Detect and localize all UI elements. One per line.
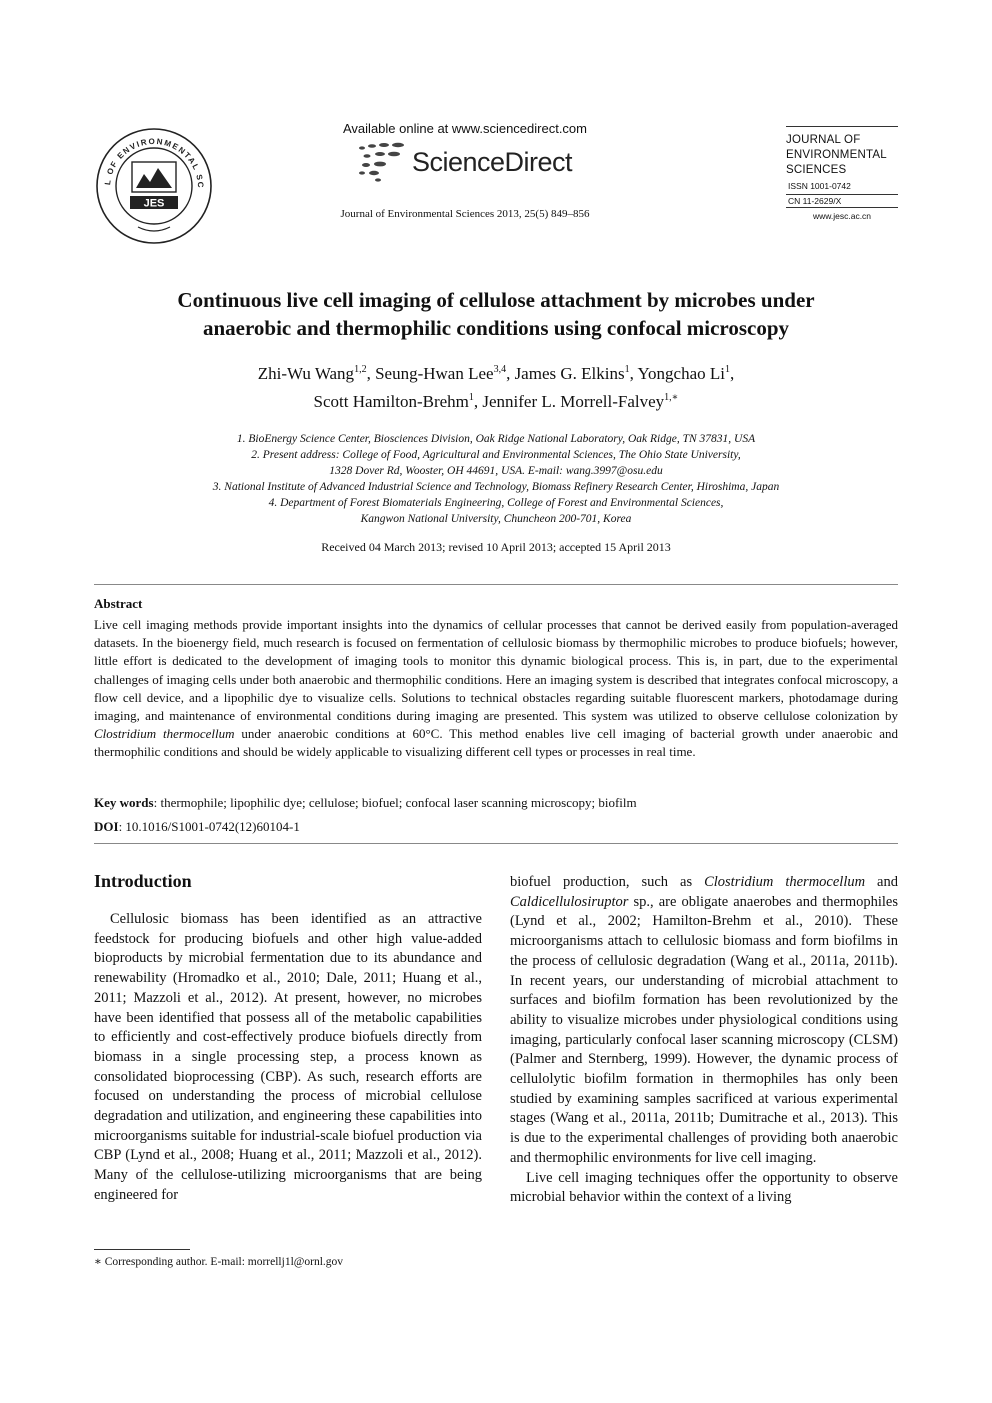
author-affil-sup: 1 <box>725 364 730 375</box>
footnote-rule <box>94 1249 190 1250</box>
available-online-text: Available online at www.sciencedirect.com <box>343 121 587 136</box>
text-run: biofuel production, such as <box>510 874 705 890</box>
journal-citation: Journal of Environmental Sciences 2013, 25(5) 849–856 <box>340 208 590 220</box>
affiliation-line: Kangwon National University, Chuncheon 200-701, Korea <box>360 513 632 525</box>
journal-name-line2: ENVIRONMENTAL <box>786 149 887 161</box>
text-run: and <box>865 874 898 890</box>
affiliations <box>96 431 896 527</box>
title-line-2: anaerobic and thermophilic conditions using confocal microscopy <box>202 316 790 340</box>
issn: ISSN 1001-0742 <box>788 181 851 191</box>
author-sep: , <box>629 364 638 383</box>
svg-text:JOURNAL OF ENVIRONMENTAL SCIEN <box>92 126 205 189</box>
abstract-heading: Abstract <box>94 596 143 611</box>
seal-ring-text: L OF ENVIRONMENTAL SC <box>103 136 206 190</box>
corresponding-author-footnote: ∗ Corresponding author. E-mail: morrellj1l@ornl.gov <box>94 1256 344 1268</box>
author-name: Jennifer L. Morrell-Falvey <box>482 392 665 411</box>
author-name: Seung-Hwan Lee <box>375 364 494 383</box>
keywords <box>94 795 898 811</box>
author-name: James G. Elkins <box>514 364 625 383</box>
intro-paragraph-1-cont <box>510 873 898 1169</box>
author-sep: , <box>473 392 483 411</box>
doi-value[interactable]: : 10.1016/S1001-0742(12)60104-1 <box>118 819 300 834</box>
species-name: Caldicellulosiruptor <box>510 893 629 910</box>
abstract-species-name: Clostridium thermocellum <box>94 726 235 742</box>
author-sep: , <box>366 364 376 383</box>
abstract-text-part1: Live cell imaging methods provide important insights into the dynamics of cellular processes that cannot be derived easily from population-averaged datasets. In the bioenergy field, much research is focused on fermentation of cellulosic biomass by thermophilic microbes to produce biofuels; however, little effort is dedicated to the development of imaging tools to monitor this dynamic biological process. This is, in part, due to the experimental challenges of imaging cells under both anaerobic and thermophilic conditions. Here an imaging system is described that integrates confocal microscopy, a flow cell device, and a lipophilic dye to visualize cells. Solutions to technical obstacles regarding suitable fluorescent markers, photodamage during imaging, and maintenance of environmental conditions during imaging are presented. This system was utilized to observe cellulose colonization by <box>94 617 898 724</box>
doi-label: DOI <box>94 819 119 834</box>
sciencedirect-logo-text: ScienceDirect <box>412 147 573 177</box>
affiliation-line: 1. BioEnergy Science Center, Biosciences Division, Oak Ridge National Laboratory, Oak Ridge, TN 37831, USA <box>236 433 756 445</box>
journal-seal-logo <box>92 126 216 246</box>
divider-top <box>94 584 898 585</box>
journal-website-link[interactable]: www.jesc.ac.cn <box>812 211 872 221</box>
article-title <box>96 286 896 342</box>
affiliation-line: 1328 Dover Rd, Wooster, OH 44691, USA. E-mail: wang.3997@osu.edu <box>329 465 663 477</box>
journal-name <box>786 133 898 178</box>
top-rule <box>786 126 898 127</box>
journal-name-line3: SCIENCES <box>786 164 847 176</box>
journal-name-line1: JOURNAL OF <box>786 134 861 146</box>
affiliation-line: 3. National Institute of Advanced Industrial Science and Technology, Biomass Refinery Research Center, Hiroshima, Japan <box>212 481 780 493</box>
author-name: Scott Hamilton-Brehm <box>313 392 469 411</box>
author-affil-sup: 3,4 <box>493 364 507 375</box>
divider-bottom <box>94 843 898 844</box>
cn-number: CN 11-2629/X <box>786 194 898 208</box>
author-name: Zhi-Wu Wang <box>257 364 355 383</box>
species-name: Clostridium thermocellum <box>704 874 866 890</box>
affiliation-line: 2. Present address: College of Food, Agricultural and Environmental Sciences, The Ohio State University, <box>251 449 741 461</box>
abstract-text-part2: under anaerobic conditions at 60°C. This method enables live cell imaging of bacterial growth under anaerobic and thermophilic conditions and should be widely applicable to visualizing different cell types or processes in real time. <box>94 726 899 760</box>
text-run: sp., are obligate anaerobes and thermophiles (Lynd et al., 2002; Hamilton-Brehm et al., 2010). These microorganisms attach to cellulosic biomass and form biofilms in the process of cellulosic degradation (Wang et al., 2011a, 2011b). In recent years, our understanding of microbial attachment to surfaces and biofilm formation has been revolutionized by the ability to visualize microbes under physiological conditions using imaging, particularly confocal laser scanning microscopy (CLSM) (Palmer and Sternberg, 1999). However, the dynamic process of cellulolytic biofilm formation in thermophiles has only been studied by examining samples sacrificed at various experimental stages (Wang et al., 2011a, 2011b; Dumitrache et al., 2013). This is due to the experimental challenges of providing both anaerobic and thermophilic environments for live cell imaging. <box>510 893 898 1166</box>
received-dates: Received 04 March 2013; revised 10 April 2013; accepted 15 April 2013 <box>321 540 671 554</box>
author-affil-sup: 1 <box>468 392 474 403</box>
author-list <box>96 358 896 414</box>
author-sep: , <box>506 364 515 383</box>
introduction-heading: Introduction <box>94 871 192 891</box>
intro-paragraph-1: Cellulosic biomass has been identified as an attractive feedstock for producing biofuels and other high value-added bioproducts by microbial fermentation due to its abundance and renewability (Hromadko et al., 2010; Dale, 2011; Huang et al., 2011; Mazzoli et al., 2012). At present, however, no microbes have been identified that possess all of the metabolic capabilities to efficiently and cost-effectively produce biofuels directly from biomass in a single processing step, a process known as consolidated bioprocessing (CBP). As such, research efforts are focused on understanding the process of microbial cellulose degradation and utilization, and engineering these capabilities into microorganisms suitable for industrial-scale biofuel production via CBP (Lynd et al., 2008; Huang et al., 2011; Mazzoli et al., 2012). Many of the cellulose-utilizing microorganisms that are being engineered for <box>94 911 482 1203</box>
affiliation-line: 4. Department of Forest Biomaterials Engineering, College of Forest and Environmental Sciences, <box>268 497 724 509</box>
keywords-list: : thermophile; lipophilic dye; cellulose; biofuel; confocal laser scanning microscopy; biofilm <box>153 795 637 810</box>
author-affil-sup: 1 <box>624 364 630 375</box>
doi <box>94 819 898 835</box>
abstract-body <box>94 616 898 762</box>
author-affil-sup: 1,2 <box>354 364 367 375</box>
title-line-1: Continuous live cell imaging of cellulose attachment by microbes under <box>177 288 815 312</box>
author-affil-sup: 1,∗ <box>664 392 679 403</box>
intro-right-column <box>510 873 898 1257</box>
intro-paragraph-2: Live cell imaging techniques offer the opportunity to observe microbial behavior within the context of a living <box>510 1169 898 1206</box>
author-name: Yongchao Li <box>637 364 725 383</box>
seal-badge-text: JES <box>143 197 165 210</box>
journal-info-box <box>786 126 898 221</box>
author-sep: , <box>730 364 735 383</box>
keywords-label: Key words <box>94 795 154 810</box>
intro-left-column <box>94 910 482 1235</box>
